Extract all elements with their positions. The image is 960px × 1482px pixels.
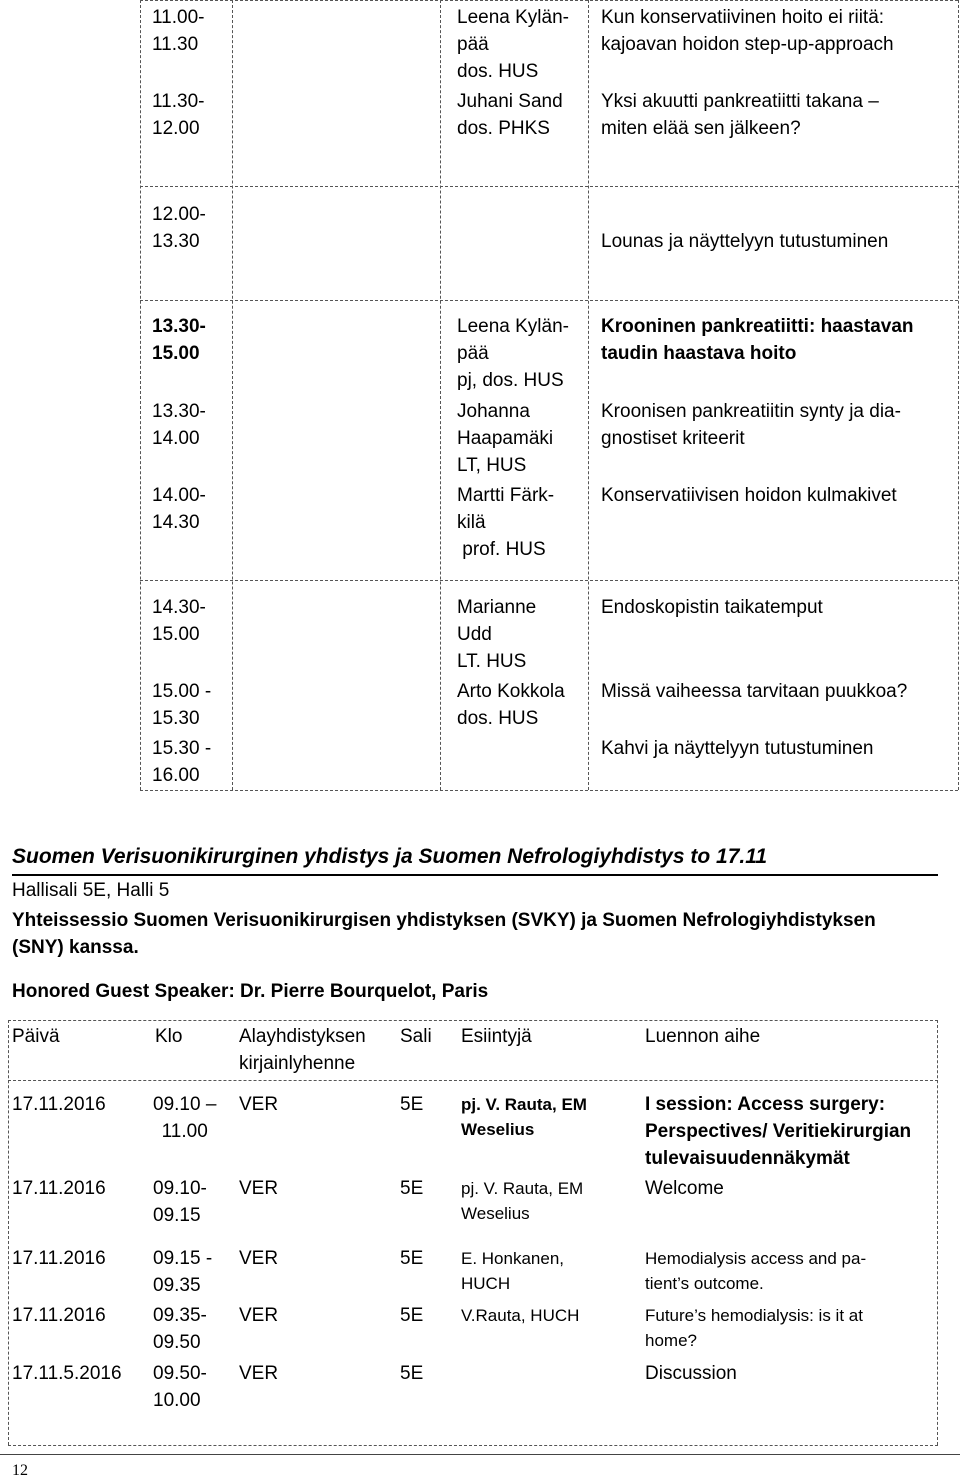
time-cell: 09.35- 09.50 [153,1305,207,1353]
time-cell: 11.00- 11.30 [152,7,205,55]
time-cell: 09.10- 09.15 [153,1178,207,1226]
guest-speaker: Honored Guest Speaker: Dr. Pierre Bourquelot, Paris [12,981,489,1002]
page-number: 12 [12,1462,28,1479]
table-border [140,790,958,791]
topic-cell: Kahvi ja näyttelyyn tutustuminen [601,738,874,759]
room-cell: 5E [400,1248,424,1269]
speaker-cell: Johanna Haapamäki LT, HUS [457,401,554,476]
time-cell: 09.15 - 09.35 [153,1248,213,1296]
speaker-cell: Leena Kylän- pää pj, dos. HUS [457,316,569,391]
header-speaker: Esiintyjä [461,1026,532,1047]
topic-cell: Welcome [645,1178,724,1199]
day-cell: 17.11.2016 [12,1094,106,1115]
header-abbr: Alayhdistyksen kirjainlyhenne [239,1026,366,1074]
section-location: Hallisali 5E, Halli 5 [12,880,170,901]
speaker-cell: Leena Kylän- pää dos. HUS [457,7,569,82]
room-cell: 5E [400,1305,424,1326]
time-cell: 09.10 – 11.00 [153,1094,217,1142]
header-day: Päivä [12,1026,60,1047]
abbr-cell: VER [239,1094,279,1115]
day-cell: 17.11.2016 [12,1178,106,1199]
header-topic: Luennon aihe [645,1026,761,1047]
time-cell: 13.30- 15.00 [152,316,206,364]
day-cell: 17.11.2016 [12,1305,106,1326]
topic-cell: Konservatiivisen hoidon kulmakivet [601,485,897,506]
abbr-cell: VER [239,1363,279,1384]
table-border [958,0,959,790]
topic-cell: Future’s hemodialysis: is it at home? [645,1306,863,1350]
time-cell: 11.30- 12.00 [152,91,205,139]
abbr-cell: VER [239,1178,279,1199]
table-border [140,580,958,581]
speaker-cell: pj. V. Rauta, EM Weselius [461,1095,587,1139]
time-cell: 12.00- 13.30 [152,204,206,252]
topic-cell: Hemodialysis access and pa- tient’s outcome. [645,1249,867,1293]
table-border [140,0,958,1]
topic-cell: Yksi akuutti pankreatiitti takana – miten elää sen jälkeen? [601,91,879,139]
table-border [232,0,233,790]
topic-cell: Missä vaiheessa tarvitaan puukkoa? [601,681,908,702]
day-cell: 17.11.2016 [12,1248,106,1269]
room-cell: 5E [400,1363,424,1384]
day-cell: 17.11.5.2016 [12,1363,122,1384]
header-room: Sali [400,1026,432,1047]
speaker-cell: pj. V. Rauta, EM Weselius [461,1179,584,1223]
speaker-cell: V.Rauta, HUCH [461,1306,580,1325]
time-cell: 15.00 - 15.30 [152,681,212,729]
table-border [8,1020,9,1445]
joint-session-line: (SNY) kanssa. [12,937,139,958]
topic-cell: Endoskopistin taikatemput [601,597,823,618]
topic-cell: I session: Access surgery: Perspectives/ Veritiekirurgian tulevaisuudennäkymät [645,1094,912,1169]
time-cell: 14.30- 15.00 [152,597,206,645]
topic-cell: Kun konservatiivinen hoito ei riitä: kajoavan hoidon step-up-approach [601,7,894,55]
table-border [588,0,589,790]
topic-cell: Kroonisen pankreatiitin synty ja dia- gnostiset kriteerit [601,401,901,449]
footer-rule [0,1454,960,1455]
abbr-cell: VER [239,1305,279,1326]
time-cell: 13.30- 14.00 [152,401,206,449]
time-cell: 15.30 - 16.00 [152,738,212,786]
speaker-cell: Marianne Udd LT. HUS [457,597,537,672]
topic-cell: Lounas ja näyttelyyn tutustuminen [601,231,889,252]
time-cell: 14.00- 14.30 [152,485,206,533]
table-border [937,1020,938,1445]
room-cell: 5E [400,1178,424,1199]
table-border [8,1445,938,1446]
speaker-cell: Arto Kokkola dos. HUS [457,681,565,729]
table-border [8,1080,938,1081]
speaker-cell: Juhani Sand dos. PHKS [457,91,563,139]
topic-cell: Krooninen pankreatiitti: haastavan taudin haastava hoito [601,316,914,364]
table-border [140,186,958,187]
table-border [140,0,141,790]
joint-session-line: Yhteissessio Suomen Verisuonikirurgisen yhdistyksen (SVKY) ja Suomen Nefrologiyhdistyksen [12,910,876,931]
heading-underline [12,874,938,876]
section-heading: Suomen Verisuonikirurginen yhdistys ja Suomen Nefrologiyhdistys to 17.11 [12,845,768,868]
speaker-cell: Martti Färk- kilä prof. HUS [457,485,555,560]
time-cell: 09.50- 10.00 [153,1363,207,1411]
table-border [440,0,441,790]
abbr-cell: VER [239,1248,279,1269]
table-border [8,1020,938,1021]
topic-cell: Discussion [645,1363,737,1384]
speaker-cell: E. Honkanen, HUCH [461,1249,565,1293]
header-time: Klo [155,1026,183,1047]
room-cell: 5E [400,1094,424,1115]
table-border [140,300,958,301]
